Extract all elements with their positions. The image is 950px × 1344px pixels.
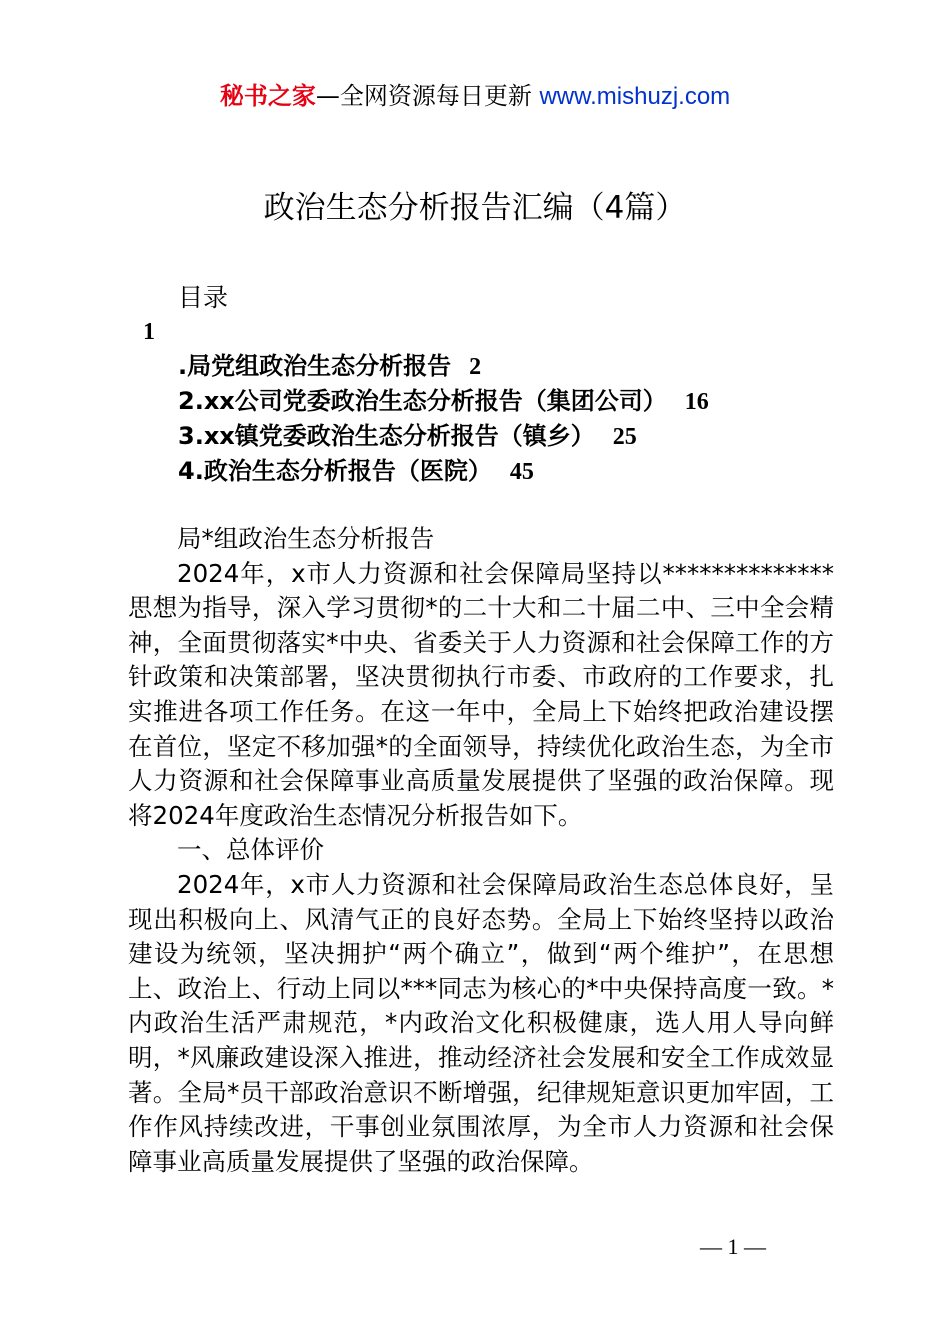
toc-item-page: 2 [469,354,482,380]
toc-item[interactable] [178,349,709,384]
toc-item-label: 2.xx公司党委政治生态分析报告（集团公司） [178,387,667,415]
paragraph: 2024年，x市人力资源和社会保障局政治生态总体良好，呈现出积极向上、风清气正的良好态势。全局上下始终坚持以政治建设为统领，坚决拥护“两个确立”，做到“两个维护”，在思想上、政治上、行动上同以***同志为核心的*中央保持高度一致。*内政治生活严肃规范，*内政治文化积极健康，选人用人导向鲜明，*风廉政建设深入推进，推动经济社会发展和安全工作成效显著。全局*员干部政治意识不断增强，纪律规矩意识更加牢固，工作作风持续改进，干事创业氛围浓厚，为全市人力资源和社会保障事业高质量发展提供了坚强的政治保障。 [128,869,834,1176]
toc-first-number: 1 [143,319,155,345]
paragraph: 2024年，x市人力资源和社会保障局坚持以**************思想为指导，深入学习贯彻*的二十大和二十届二中、三中全会精神，全面贯彻落实*中央、省委关于人力资源和社会保障工作的方针政策和决策部署，坚决贯彻执行市委、市政府的工作要求，扎实推进各项工作任务。在这一年中，全局上下始终把政治建设摆在首位，坚定不移加强*的全面领导，持续优化政治生态，为全市人力资源和社会保障事业高质量发展提供了坚强的政治保障。现将2024年度政治生态情况分析报告如下。 [128,558,834,830]
toc-item[interactable] [178,384,709,419]
page-number: — 1 — [700,1234,766,1259]
site-url-link[interactable]: www.mishuzj.com [539,83,731,110]
toc-item-page: 16 [684,389,709,415]
toc-item-label: 4.政治生态分析报告（医院） [178,457,492,485]
toc-item-label: 3.xx镇党委政治生态分析报告（镇乡） [178,422,595,450]
toc-item[interactable] [178,419,709,454]
section-title: 局*组政治生态分析报告 [177,524,435,553]
toc-item[interactable] [178,454,709,489]
brand-name: 秘书之家 [219,82,316,110]
site-header [0,80,950,113]
toc-item-page: 45 [509,459,534,485]
document-title: 政治生态分析报告汇编（4篇） [263,190,687,226]
toc-item-page: 25 [612,424,637,450]
toc-item-label: .局党组政治生态分析报告 [178,352,452,380]
header-tagline: —全网资源每日更新 [315,82,532,110]
toc-heading: 目录 [178,283,229,312]
table-of-contents [178,349,709,489]
document-body [128,522,834,1179]
section-heading: 一、总体评价 [177,835,324,865]
